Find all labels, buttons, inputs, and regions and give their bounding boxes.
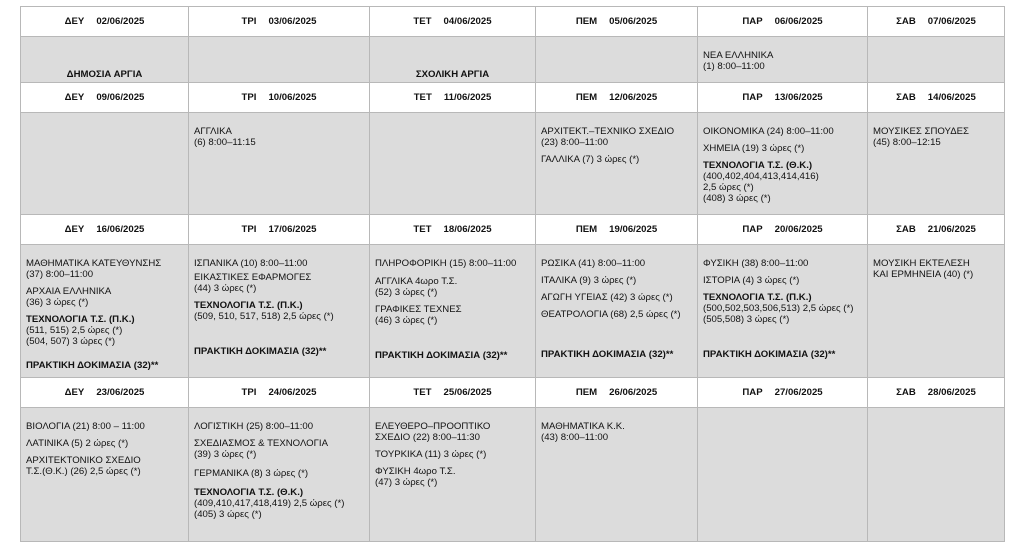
day-name: ΔΕΥ xyxy=(64,387,85,398)
exam-line: (405) 3 ώρες (*) xyxy=(194,509,262,520)
exam-title: ΧΗΜΕΙΑ (19) 3 ώρες (*) xyxy=(703,143,805,154)
exam-detail: (45) 8:00–12:15 xyxy=(873,137,941,148)
exam-title: ΓΑΛΛΙΚΑ (7) 3 ώρες (*) xyxy=(541,154,640,165)
practical-exam-label: ΠΡΑΚΤΙΚΗ ΔΟΚΙΜΑΣΙΑ (32)** xyxy=(26,360,159,371)
exam-title: ΤΕΧΝΟΛΟΓΙΑ Τ.Σ. (Π.Κ.) xyxy=(703,292,812,303)
day-cell xyxy=(189,245,370,378)
exam-schedule-table xyxy=(20,6,1005,542)
practical-exam-label: ΠΡΑΚΤΙΚΗ ΔΟΚΙΜΑΣΙΑ (32)** xyxy=(375,350,508,361)
exam-entry xyxy=(194,258,364,269)
exam-entry xyxy=(873,258,999,280)
day-cell xyxy=(536,245,698,378)
exam-entry xyxy=(375,276,530,298)
day-header xyxy=(536,7,698,37)
exam-detail: Τ.Σ.(Θ.Κ.) (26) 2,5 ώρες (*) xyxy=(26,466,141,477)
day-name: ΤΕΤ xyxy=(413,92,432,103)
day-header xyxy=(868,83,1005,113)
day-header xyxy=(21,215,189,245)
day-date: 09/06/2025 xyxy=(96,92,145,103)
exam-entry xyxy=(541,275,692,286)
exam-entry xyxy=(541,309,692,320)
day-header xyxy=(536,215,698,245)
exam-title: ΙΣΤΟΡΙΑ (4) 3 ώρες (*) xyxy=(703,275,800,286)
day-name: ΤΡΙ xyxy=(241,224,257,235)
day-header xyxy=(370,7,536,37)
exam-entry xyxy=(194,421,364,432)
day-date: 04/06/2025 xyxy=(443,16,492,27)
exam-entry xyxy=(703,126,862,137)
day-date: 23/06/2025 xyxy=(96,387,145,398)
day-name: ΣΑΒ xyxy=(896,92,916,103)
exam-title: ΓΕΡΜΑΝΙΚΑ (8) 3 ώρες (*) xyxy=(194,468,309,479)
exam-line: (408) 3 ώρες (*) xyxy=(703,193,771,204)
exam-entry xyxy=(541,258,692,269)
day-name: ΠΑΡ xyxy=(742,92,763,103)
exam-entry xyxy=(703,143,862,154)
day-name: ΣΑΒ xyxy=(896,224,916,235)
exam-entry xyxy=(703,160,862,204)
day-cell xyxy=(868,408,1005,542)
exam-detail: (47) 3 ώρες (*) xyxy=(375,477,438,488)
day-date: 19/06/2025 xyxy=(609,224,658,235)
day-date: 27/06/2025 xyxy=(774,387,823,398)
exam-title: ΜΑΘΗΜΑΤΙΚΑ Κ.Κ. xyxy=(541,421,625,432)
exam-entry xyxy=(375,449,530,460)
exam-entry xyxy=(194,272,364,294)
day-header xyxy=(536,378,698,408)
day-header xyxy=(868,215,1005,245)
exam-title: ΟΙΚΟΝΟΜΙΚΑ (24) 8:00–11:00 xyxy=(703,126,834,137)
day-cell xyxy=(536,408,698,542)
day-header xyxy=(21,378,189,408)
day-date: 24/06/2025 xyxy=(268,387,317,398)
day-name: ΤΕΤ xyxy=(413,16,432,27)
exam-detail: (46) 3 ώρες (*) xyxy=(375,315,438,326)
day-header xyxy=(698,378,868,408)
week-1-header xyxy=(21,7,1005,37)
practical-exam-label: ΠΡΑΚΤΙΚΗ ΔΟΚΙΜΑΣΙΑ (32)** xyxy=(194,346,327,357)
exam-entry xyxy=(26,286,183,308)
day-date: 06/06/2025 xyxy=(774,16,823,27)
exam-entry xyxy=(541,126,692,148)
day-cell xyxy=(21,245,189,378)
day-date: 10/06/2025 xyxy=(268,92,317,103)
day-date: 12/06/2025 xyxy=(609,92,658,103)
exam-title: ΑΓΓΛΙΚΑ xyxy=(194,126,232,137)
day-date: 03/06/2025 xyxy=(268,16,317,27)
day-cell xyxy=(698,408,868,542)
exam-entry xyxy=(703,50,862,72)
day-header xyxy=(698,83,868,113)
exam-title: ΦΥΣΙΚΗ 4ωρο Τ.Σ. xyxy=(375,466,456,477)
exam-title: ΤΕΧΝΟΛΟΓΙΑ Τ.Σ. (Θ.Κ.) xyxy=(194,487,304,498)
day-date: 17/06/2025 xyxy=(268,224,317,235)
exam-entry xyxy=(194,487,364,520)
exam-entry xyxy=(194,300,364,322)
day-name: ΠΕΜ xyxy=(575,387,598,398)
exam-entry xyxy=(703,275,862,286)
day-cell xyxy=(868,245,1005,378)
day-cell xyxy=(698,37,868,83)
exam-title: ΠΛΗΡΟΦΟΡΙΚΗ (15) 8:00–11:00 xyxy=(375,258,517,269)
exam-entry xyxy=(194,468,364,479)
day-date: 11/06/2025 xyxy=(443,92,492,103)
exam-title: ΦΥΣΙΚΗ (38) 8:00–11:00 xyxy=(703,258,809,269)
exam-entry xyxy=(194,126,364,148)
day-date: 14/06/2025 xyxy=(927,92,976,103)
exam-entry xyxy=(541,421,692,443)
day-name: ΠΕΜ xyxy=(575,92,598,103)
exam-detail: (37) 8:00–11:00 xyxy=(26,269,94,280)
exam-entry xyxy=(703,258,862,269)
exam-line: (409,410,417,418,419) 2,5 ώρες (*) xyxy=(194,498,345,509)
day-header xyxy=(698,215,868,245)
day-cell xyxy=(868,113,1005,215)
exam-line: (400,402,404,413,414,416) xyxy=(703,171,819,182)
day-date: 05/06/2025 xyxy=(609,16,658,27)
exam-entry xyxy=(703,292,862,325)
day-header xyxy=(21,83,189,113)
day-name: ΠΑΡ xyxy=(742,387,763,398)
week-3-header xyxy=(21,215,1005,245)
exam-title: ΡΩΣΙΚΑ (41) 8:00–11:00 xyxy=(541,258,646,269)
exam-detail: ΣΧΕΔΙΟ (22) 8:00–11:30 xyxy=(375,432,480,443)
day-name: ΣΑΒ xyxy=(896,387,916,398)
day-name: ΔΕΥ xyxy=(64,224,85,235)
day-header xyxy=(189,7,370,37)
exam-entry xyxy=(26,455,183,477)
day-cell xyxy=(189,37,370,83)
exam-detail: (39) 3 ώρες (*) xyxy=(194,449,257,460)
day-date: 16/06/2025 xyxy=(96,224,145,235)
exam-title: ΘΕΑΤΡΟΛΟΓΙΑ (68) 2,5 ώρες (*) xyxy=(541,309,681,320)
day-name: ΤΡΙ xyxy=(241,92,257,103)
exam-entry xyxy=(26,421,183,432)
exam-title: ΙΤΑΛΙΚΑ (9) 3 ώρες (*) xyxy=(541,275,637,286)
exam-title: ΛΑΤΙΝΙΚΑ (5) 2 ώρες (*) xyxy=(26,438,129,449)
day-header xyxy=(189,378,370,408)
day-date: 21/06/2025 xyxy=(927,224,976,235)
day-name: ΣΑΒ xyxy=(896,16,916,27)
exam-detail: (36) 3 ώρες (*) xyxy=(26,297,89,308)
exam-entry xyxy=(541,154,692,165)
exam-line: (505,508) 3 ώρες (*) xyxy=(703,314,790,325)
exam-entry xyxy=(541,292,692,303)
day-name: ΠΕΜ xyxy=(575,224,598,235)
day-header xyxy=(189,215,370,245)
day-date: 07/06/2025 xyxy=(927,16,976,27)
exam-entry xyxy=(194,438,364,460)
exam-detail: (52) 3 ώρες (*) xyxy=(375,287,438,298)
day-name: ΤΕΤ xyxy=(413,224,432,235)
day-cell xyxy=(189,113,370,215)
exam-title: ΤΕΧΝΟΛΟΓΙΑ Τ.Σ. (Π.Κ.) xyxy=(194,300,303,311)
day-date: 02/06/2025 xyxy=(96,16,145,27)
exam-entry xyxy=(873,126,999,148)
day-cell xyxy=(189,408,370,542)
exam-title: ΑΓΓΛΙΚΑ 4ωρο Τ.Σ. xyxy=(375,276,458,287)
day-date: 26/06/2025 xyxy=(609,387,658,398)
day-cell xyxy=(868,37,1005,83)
exam-title: ΜΟΥΣΙΚΕΣ ΣΠΟΥΔΕΣ xyxy=(873,126,969,137)
exam-entry xyxy=(375,466,530,488)
day-cell xyxy=(370,245,536,378)
exam-line: (509, 510, 517, 518) 2,5 ώρες (*) xyxy=(194,311,334,322)
exam-title: ΑΡΧΙΤΕΚΤΟΝΙΚΟ ΣΧΕΔΙΟ xyxy=(26,455,141,466)
exam-title: ΑΓΩΓΗ ΥΓΕΙΑΣ (42) 3 ώρες (*) xyxy=(541,292,673,303)
exam-detail: (1) 8:00–11:00 xyxy=(703,61,765,72)
exam-entry xyxy=(26,314,183,347)
exam-title: ΕΙΚΑΣΤΙΚΕΣ ΕΦΑΡΜΟΓΕΣ xyxy=(194,272,312,283)
practical-exam-label: ΠΡΑΚΤΙΚΗ ΔΟΚΙΜΑΣΙΑ (32)** xyxy=(541,349,674,360)
day-header xyxy=(868,378,1005,408)
exam-title: ΛΟΓΙΣΤΙΚΗ (25) 8:00–11:00 xyxy=(194,421,314,432)
day-cell xyxy=(536,113,698,215)
exam-detail: (44) 3 ώρες (*) xyxy=(194,283,257,294)
exam-title: ΤΕΧΝΟΛΟΓΙΑ Τ.Σ. (Π.Κ.) xyxy=(26,314,135,325)
day-cell xyxy=(536,37,698,83)
week-4-body xyxy=(21,408,1005,542)
week-2-header xyxy=(21,83,1005,113)
exam-line: (500,502,503,506,513) 2,5 ώρες (*) xyxy=(703,303,854,314)
day-cell xyxy=(21,408,189,542)
day-name: ΠΑΡ xyxy=(742,224,763,235)
day-header xyxy=(370,378,536,408)
exam-title: ΑΡΧΙΤΕΚΤ.–ΤΕΧΝΙΚΟ ΣΧΕΔΙΟ xyxy=(541,126,675,137)
day-date: 13/06/2025 xyxy=(774,92,823,103)
exam-title: ΑΡΧΑΙΑ ΕΛΛΗΝΙΚΑ xyxy=(26,286,112,297)
day-cell xyxy=(370,408,536,542)
day-date: 18/06/2025 xyxy=(443,224,492,235)
exam-title: ΒΙΟΛΟΓΙΑ (21) 8:00 – 11:00 xyxy=(26,421,145,432)
practical-exam-label: ΠΡΑΚΤΙΚΗ ΔΟΚΙΜΑΣΙΑ (32)** xyxy=(703,349,836,360)
day-cell xyxy=(698,245,868,378)
exam-entry xyxy=(26,258,183,280)
day-name: ΤΡΙ xyxy=(241,16,257,27)
day-date: 28/06/2025 xyxy=(927,387,976,398)
day-name: ΠΕΜ xyxy=(575,16,598,27)
exam-line: (511, 515) 2,5 ώρες (*) xyxy=(26,325,123,336)
exam-title: ΜΟΥΣΙΚΗ ΕΚΤΕΛΕΣΗ xyxy=(873,258,970,269)
day-cell xyxy=(698,113,868,215)
day-header xyxy=(189,83,370,113)
exam-title: ΤΟΥΡΚΙΚΑ (11) 3 ώρες (*) xyxy=(375,449,487,460)
holiday-label: ΔΗΜΟΣΙΑ ΑΡΓΙΑ xyxy=(66,69,143,80)
holiday-label: ΣΧΟΛΙΚΗ ΑΡΓΙΑ xyxy=(415,69,490,80)
exam-title: ΣΧΕΔΙΑΣΜΟΣ & ΤΕΧΝΟΛΟΓΙΑ xyxy=(194,438,328,449)
day-name: ΔΕΥ xyxy=(64,16,85,27)
day-name: ΔΕΥ xyxy=(64,92,85,103)
day-date: 25/06/2025 xyxy=(443,387,492,398)
exam-detail: (23) 8:00–11:00 xyxy=(541,137,609,148)
day-header xyxy=(370,83,536,113)
week-3-body xyxy=(21,245,1005,378)
week-2-body xyxy=(21,113,1005,215)
exam-detail: (6) 8:00–11:15 xyxy=(194,137,256,148)
day-name: ΤΕΤ xyxy=(413,387,432,398)
exam-title: ΤΕΧΝΟΛΟΓΙΑ Τ.Σ. (Θ.Κ.) xyxy=(703,160,813,171)
day-name: ΤΡΙ xyxy=(241,387,257,398)
exam-entry xyxy=(375,304,530,326)
exam-line: (504, 507) 3 ώρες (*) xyxy=(26,336,116,347)
exam-detail: (43) 8:00–11:00 xyxy=(541,432,609,443)
exam-entry xyxy=(26,438,183,449)
exam-entry xyxy=(375,258,530,269)
exam-entry xyxy=(375,421,530,443)
exam-title: ΜΑΘΗΜΑΤΙΚΑ ΚΑΤΕΥΘΥΝΣΗΣ xyxy=(26,258,162,269)
exam-title: ΙΣΠΑΝΙΚΑ (10) 8:00–11:00 xyxy=(194,258,308,269)
day-header xyxy=(536,83,698,113)
exam-line: 2,5 ώρες (*) xyxy=(703,182,754,193)
day-header xyxy=(698,7,868,37)
day-header xyxy=(868,7,1005,37)
day-header xyxy=(21,7,189,37)
day-header xyxy=(370,215,536,245)
day-name: ΠΑΡ xyxy=(742,16,763,27)
day-date: 20/06/2025 xyxy=(774,224,823,235)
exam-title: ΕΛΕΥΘΕΡΟ–ΠΡΟΟΠΤΙΚΟ xyxy=(375,421,491,432)
exam-title: ΝΕΑ ΕΛΛΗΝΙΚΑ xyxy=(703,50,774,61)
exam-title: ΓΡΑΦΙΚΕΣ ΤΕΧΝΕΣ xyxy=(375,304,462,315)
exam-detail: ΚΑΙ ΕΡΜΗΝΕΙΑ (40) (*) xyxy=(873,269,974,280)
week-4-header xyxy=(21,378,1005,408)
